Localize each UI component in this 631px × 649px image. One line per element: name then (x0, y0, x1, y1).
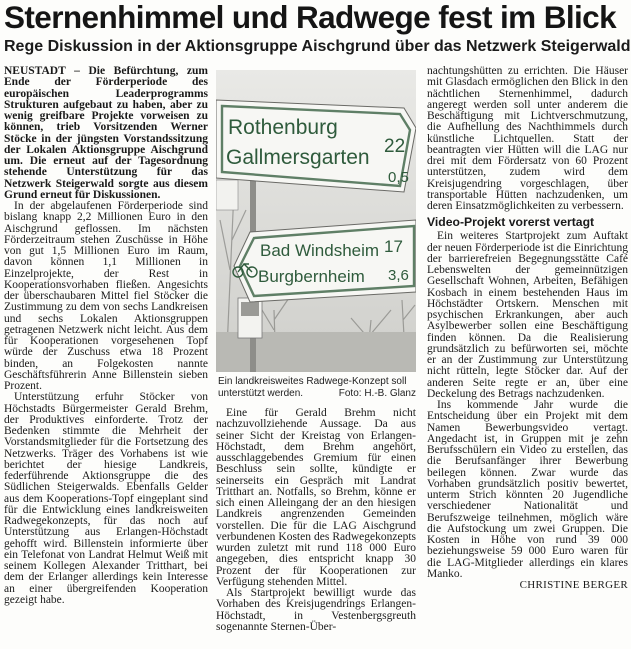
sign-top-line2: Gallmersgarten (226, 146, 370, 169)
photo-credit: Foto: H.-B. Glanz (338, 388, 416, 399)
photo-caption (218, 376, 416, 400)
section-heading: Video-Projekt vorerst vertagt (427, 215, 595, 230)
lead-paragraph: NEUSTADT – Die Befürchtung, zum Ende der Förderperiode des europäischen Leaderprogramms Strukturen aufgebaut zu haben, aber zu wenig greifbare Projekte vorweisen zu können, trieb Vorsitzenden Werner Stöcke in der jüngsten Vorstandssitzung der Lokalen Aktionsgruppe Aischgrund um. Die erneut auf der Tagesordnung stehende Unterstützung für das Netzwerk Steigerwald sorgte aus diesem Grund erneut für Diskussionen. (4, 65, 208, 201)
column-2 (216, 408, 416, 633)
body-paragraph: Ein weiteres Startprojekt zum Auftakt der neuen Förderperiode ist die Einrichtung der barrierefreien Begegnungsstätte Café Lebenswelten der gemeinnützigen Gesellschaft Wohnen, Arbeiten, Befähigen Kosbach in einem bestehenden Haus im Höchstädter Ortskern. Menschen mit psychischen Erkrankungen, aber auch Asylbewerber sollen eine Beschäftigung finden können. Da die Realisierung grundsätzlich zu befürworten sei, möchte er an der Zustimmung zur Unterstützung nicht rütteln, legte Stöcker dar. Auf der anderen Seite regte er an, über eine Deckelung des Betrags nachzudenken. (427, 230, 628, 400)
sign-top-dist2: 0,5 (388, 169, 409, 186)
caption-text: Ein landkreisweites Radwege-Konzept soll unterstützt werden. (218, 376, 407, 399)
sign-bottom-dist1: 17 (384, 237, 403, 256)
sign-top-dist1: 22 (384, 136, 406, 157)
subheadline: Rege Diskussion in der Aktionsgruppe Aischgrund über das Netzwerk Steigerwald (4, 38, 631, 55)
column-3 (427, 66, 628, 591)
sign-bottom-line1: Bad Windsheim (260, 241, 380, 260)
road-sign-illustration (216, 70, 416, 372)
photo-road-signs (216, 70, 416, 372)
sign-bottom-dist2: 3,6 (388, 267, 409, 284)
body-paragraph: Als Startprojekt bewilligt wurde das Vorhaben des Kreisjugendrings Erlangen-Höchstadt, in Vestenbergsgreuth sogenannte Sternen-Über- (216, 587, 416, 633)
body-paragraph: Eine für Gerald Brehm nicht nachzuvollziehende Aussage. Da aus seiner Sicht der Kreistag von Erlangen-Höchstadt, dem Brehm angehört, ausschlaggebendes Gremium für einen Beschluss sein sollte, kündigte er seinerseits ein Gespräch mit Landrat Tritthart an. Notfalls, so Brehm, könne er sich einen Alleingang der an den hiesigen Landkreis angrenzenden Gemeinden vorstellen. Die für die LAG Aischgrund verbundenen Kosten des Radwegekonzepts wurden zuletzt mit rund 118 000 Euro angegeben, dies entspricht knapp 30 Prozent der für Kooperationen zur Verfügung stehenden Mittel. (216, 407, 416, 588)
headline: Sternenhimmel und Radwege fest im Blick (4, 0, 616, 35)
column-1 (4, 66, 208, 606)
body-paragraph: Unterstützung erfuhr Stöcker von Höchstadts Bürgermeister Gerald Brehm, der Produktives einforderte. Trotz der Bedenken stimmte die Mehrheit der Vorstandsmitglieder für die Fortsetzung des Netzwerks. Träger des Vorhabens ist wie berichtet der hiesige Landkreis, federführende Aktionsgruppe die des Südlichen Steigerwalds. Ebenfalls Gelder aus dem Kooperations-Topf eingeplant sind für die Entwicklung eines landkreisweiten Radwegekonzepts, für das noch auf Unterstützung aus Erlangen-Höchstadt gehofft wird. Billenstein informierte über ein Telefonat von Landrat Helmut Weiß mit seinem Kollegen Alexander Tritthart, bei dem der Erlanger allerdings kein Interesse an einer übergreifenden Kooperation gezeigt habe. (4, 391, 208, 606)
body-paragraph: Ins kommende Jahr wurde die Entscheidung über ein Projekt mit dem Namen Bewerbungsvideo vertagt. Angedacht ist, in Gruppen mit je zehn Berufsschülern ein Video zu erstellen, das die Berufsanfänger ihrer Bewerbung beilegen können. Zwar wurde das Vorhaben grundsätzlich positiv bewertet, unterm Strich könnten 20 Jugendliche verschiedener Nationalität und Berufszweige teilnehmen, möglich wäre die Aufstockung um zwei Gruppen. Die Kosten in Höhe von rund 39 000 beziehungsweise 59 000 Euro waren für die LAG-Mitglieder allerdings ein klares Manko. (427, 399, 628, 580)
author-byline: CHRISTINE BERGER (519, 579, 628, 591)
sign-top-line1: Rothenburg (228, 116, 338, 139)
body-paragraph: In der abgelaufenen Förderperiode sind bislang knapp 2,2 Millionen Euro in den Aischgrund geflossen. Im nächsten Förderzeitraum stehen Zuschüsse in Höhe von gut 1,5 Millionen Euro im Raum, davon können 1,1 Millionen in Einzelprojekte, der Rest in Kooperationsvorhaben fließen. Angesichts der überschaubaren Mittel fiel Stöcker die Zustimmung zu dem von sechs Landkreisen und sechs Lokalen Aktionsgruppen getragenen Netzwerk nicht leicht. Aus dem für Kooperationen vorgesehenen Topf würde der Zuschuss etwa 18 Prozent binden, an Folgekosten nannte Geschäftsführerin Anne Billenstein sieben Prozent. (4, 200, 208, 392)
body-paragraph: nachtungshütten zu errichten. Die Häuser mit Glasdach ermöglichen den Blick in den nächtlichen Sternenhimmel, dadurch angeregt werden soll unter anderem die Beschäftigung mit Lichtverschmutzung, die Aufhellung des Nachthimmels durch künstliche Lichtquellen. Statt der beantragten vier Hütten will die LAG nur drei mit dem Fördersatz von 60 Prozent unterstützen, zudem wird dem Kreisjugendring vorgeschlagen, über transportable Hütten nachzudenken, um deren Einsatzmöglichkeiten zu verbessern. (427, 65, 628, 212)
sign-bottom-line2: Burgbernheim (258, 267, 365, 286)
